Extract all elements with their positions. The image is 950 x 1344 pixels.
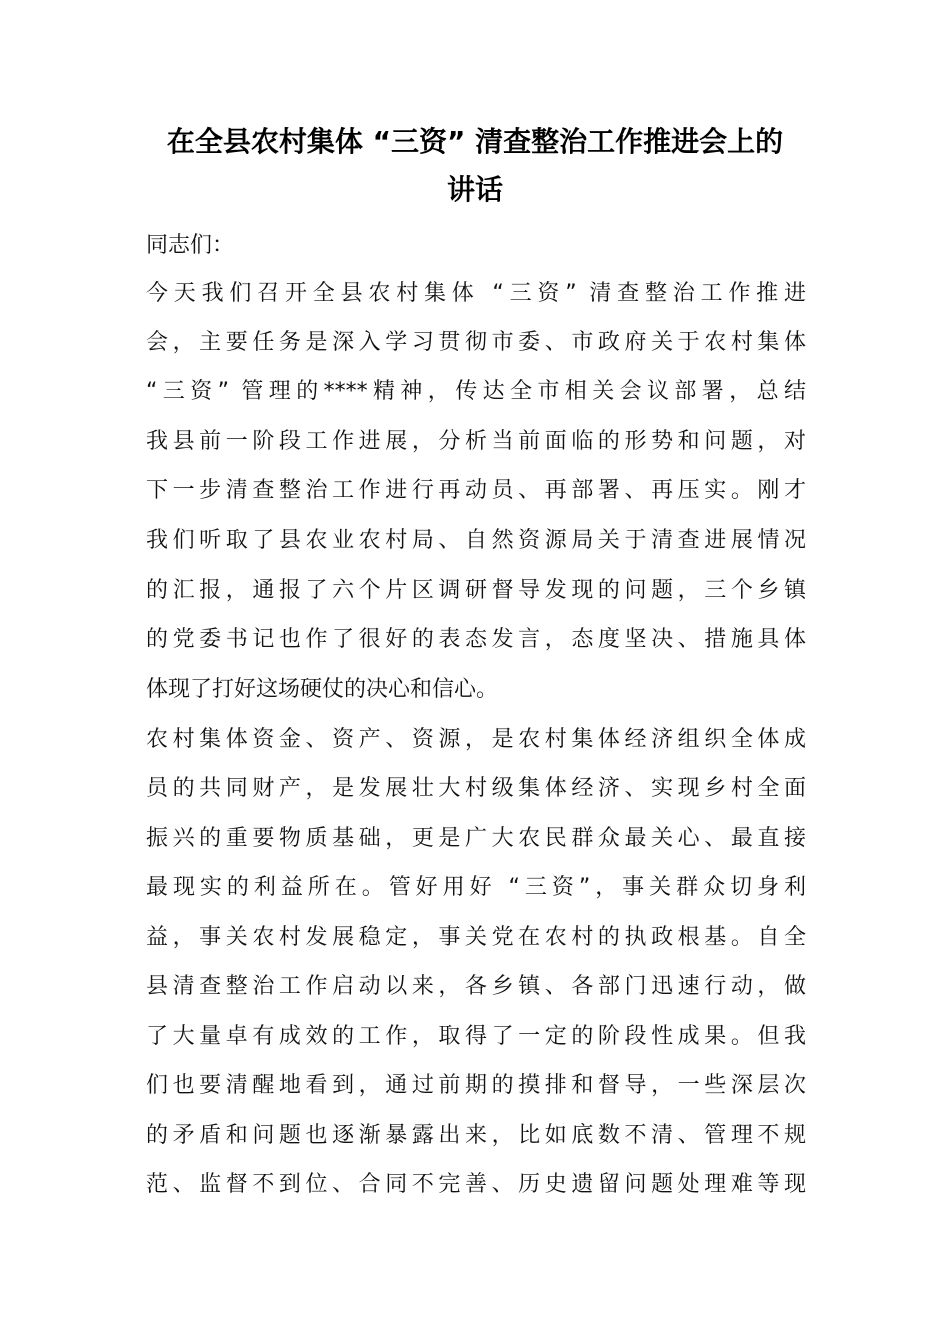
body-line: 最现实的利益所在。管好用好 “三资”，事关群众切身利 xyxy=(146,875,806,900)
body-line: 下一步清查整治工作进行再动员、再部署、再压实。刚才 xyxy=(146,478,806,503)
body-line: 范、监督不到位、合同不完善、历史遗留问题处理难等现 xyxy=(146,1172,806,1197)
document-title-line-1: 在全县农村集体 “三资” 清查整治工作推进会上的 xyxy=(166,125,784,158)
body-line: 今天我们召开全县农村集体 “三资” 清查整治工作推进 xyxy=(146,281,806,306)
body-line: 了大量卓有成效的工作，取得了一定的阶段性成果。但我 xyxy=(146,1024,806,1049)
salutation: 同志们： xyxy=(146,233,235,258)
body-line: 体现了打好这场硬仗的决心和信心。 xyxy=(146,677,499,702)
body-line: 益，事关农村发展稳定，事关党在农村的执政根基。自全 xyxy=(146,925,806,950)
document-title-line-2: 讲话 xyxy=(446,173,503,206)
body-line: “三资” 管理的****精神，传达全市相关会议部署，总结 xyxy=(146,379,806,404)
body-line: 们也要清醒地看到，通过前期的摸排和督导，一些深层次 xyxy=(146,1073,806,1098)
body-line: 县清查整治工作启动以来，各乡镇、各部门迅速行动，做 xyxy=(146,974,806,999)
body-line: 我县前一阶段工作进展，分析当前面临的形势和问题，对 xyxy=(146,429,806,454)
body-line: 的汇报，通报了六个片区调研督导发现的问题，三个乡镇 xyxy=(146,578,806,603)
body-line: 我们听取了县农业农村局、自然资源局关于清查进展情况 xyxy=(146,528,806,553)
body-line: 会，主要任务是深入学习贯彻市委、市政府关于农村集体 xyxy=(146,330,806,355)
body-line: 员的共同财产，是发展壮大村级集体经济、实现乡村全面 xyxy=(146,776,806,801)
body-line: 的党委书记也作了很好的表态发言，态度坚决、措施具体 xyxy=(146,627,806,652)
body-line: 的矛盾和问题也逐渐暴露出来，比如底数不清、管理不规 xyxy=(146,1123,806,1148)
body-line: 振兴的重要物质基础，更是广大农民群众最关心、最直接 xyxy=(146,826,806,851)
body-line: 农村集体资金、资产、资源，是农村集体经济组织全体成 xyxy=(146,727,806,752)
